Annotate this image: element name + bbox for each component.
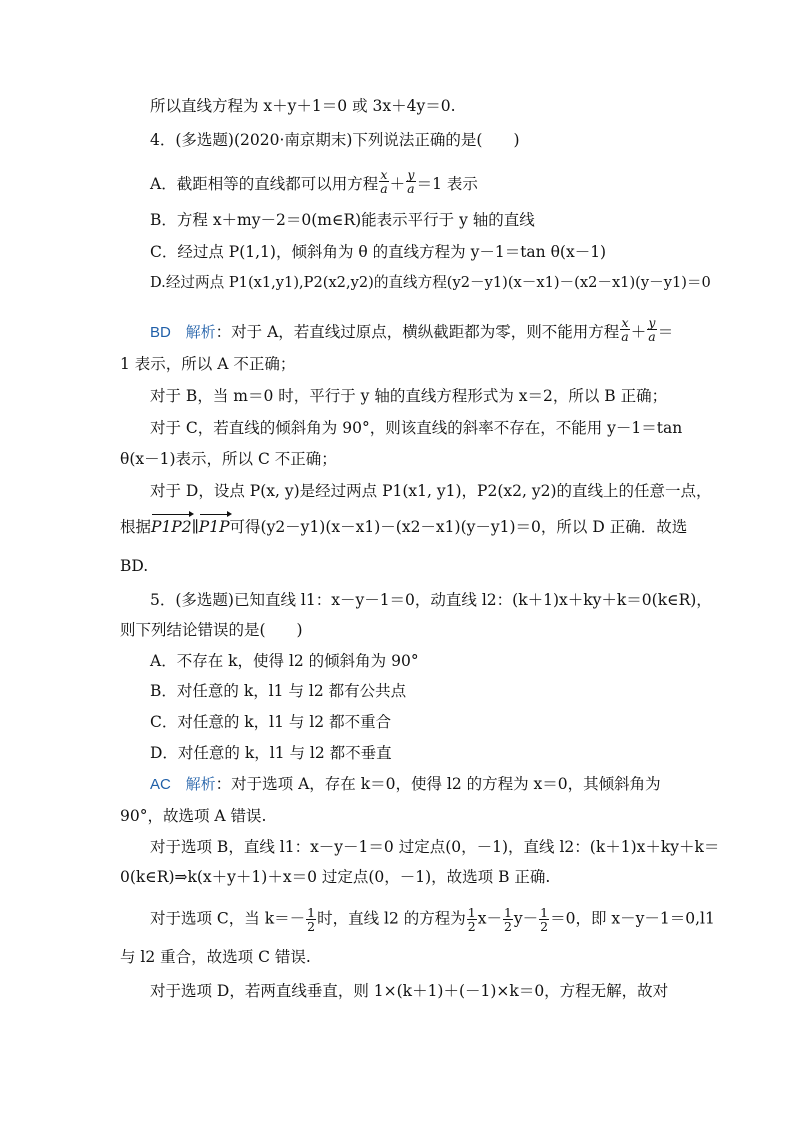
answer-key: BD (150, 324, 171, 341)
solution-label: 解析 (185, 776, 216, 793)
answer-key: AC (150, 776, 171, 793)
question-5-option-b: B．对任意的 k，l1 与 l2 都有公共点 (150, 682, 407, 700)
question-5-stem-line-1: 5．(多选题)已知直线 l1：x－y－1＝0，动直线 l2：(k＋1)x＋ky＋k＝0(k∈R)， (150, 591, 712, 609)
fraction-one-half: $\frac{1}{2}$ (307, 905, 316, 934)
solution-text: ＝0，即 x－y－1＝0,l1 (550, 909, 715, 928)
solution-text: 对于选项 C，当 k＝－ (150, 909, 306, 928)
option-a-suffix: ＝1 表示 (416, 175, 478, 193)
question-4-solution-line-7 (120, 517, 687, 537)
question-4-solution-line-3: 对于 B，当 m＝0 时，平行于 y 轴的直线方程形式为 x＝2，所以 B 正确； (150, 387, 668, 405)
question-4-solution-line-5: θ(x－1)表示，所以 C 不正确； (120, 450, 337, 468)
text-genju: 根据 (120, 518, 152, 536)
solution-text: ：对于 A，若直线过原点，横纵截距都为零，则不能用方程 (215, 323, 620, 341)
plus-sign: ＋ (630, 323, 647, 341)
fraction-one-half: $\frac{1}{2}$ (540, 905, 549, 934)
question-5-solution-line-2: 90°，故选项 A 错误. (120, 807, 267, 825)
question-4-solution-line-1 (150, 316, 673, 343)
fraction-one-half: $\frac{1}{2}$ (467, 905, 476, 934)
question-5-solution-line-6: 与 l2 重合，故选项 C 错误. (120, 948, 311, 966)
question-5-solution-line-7: 对于选项 D，若两直线垂直，则 1×(k＋1)＋(－1)×k＝0，方程无解，故对 (150, 982, 669, 1000)
question-4-option-b: B．方程 x＋my－2＝0(m∈R)能表示平行于 y 轴的直线 (150, 211, 535, 229)
question-4-stem: 4．(多选题)(2020·南京期末)下列说法正确的是( ) (150, 131, 520, 149)
option-a-text: A．截距相等的直线都可以用方程 (150, 175, 379, 193)
fraction-y-over-a: $\frac{y}{a}$ (648, 315, 656, 344)
question-5-option-a: A．不存在 k，使得 l2 的倾斜角为 90° (150, 652, 419, 670)
question-4-solution-line-2: 1 表示，所以 A 不正确； (120, 355, 296, 373)
vector-p1p: P1P (198, 518, 230, 536)
question-5-solution-line-1 (150, 774, 661, 795)
parallel-symbol: ∥ (191, 518, 199, 536)
vector-p1p2: P1P2 (151, 518, 192, 536)
question-4-option-d: D.经过两点 P1(x1,y1),P2(x2,y2)的直线方程(y2－y1)(x－x1)－(x2－x1)(y－y1)＝0 (150, 274, 711, 291)
question-5-solution-line-4: 0(k∈R)⇒k(x＋y＋1)＋x＝0 过定点(0，－1)，故选项 B 正确. (120, 868, 551, 886)
fraction-one-half: $\frac{1}{2}$ (503, 905, 512, 934)
equals-sign: ＝ (657, 323, 674, 341)
question-5-solution-line-5 (150, 906, 715, 933)
plus-sign: ＋ (389, 175, 406, 193)
fraction-x-over-a: $\frac{x}{a}$ (621, 315, 629, 344)
text-line: 所以直线方程为 x＋y＋1＝0 或 3x＋4y＝0. (150, 97, 456, 115)
question-4-solution-line-4: 对于 C，若直线的倾斜角为 90°，则该直线的斜率不存在，不能用 y－1＝tan (150, 419, 683, 437)
solution-text: y－ (513, 909, 539, 928)
question-5-solution-line-3: 对于选项 B，直线 l1：x－y－1＝0 过定点(0，－1)，直线 l2：(k＋1)x＋ky＋k＝ (150, 838, 720, 856)
question-5-option-d: D．对任意的 k，l1 与 l2 都不垂直 (150, 744, 392, 762)
solution-text: ：对于选项 A，存在 k＝0，使得 l2 的方程为 x＝0，其倾斜角为 (215, 775, 661, 793)
fraction-y-over-a: $\frac{y}{a}$ (407, 167, 415, 196)
question-5-option-c: C．对任意的 k，l1 与 l2 都不重合 (150, 713, 392, 731)
question-4-option-a (150, 168, 478, 195)
solution-text: 时，直线 l2 的方程为 (317, 909, 466, 928)
solution-text: x－ (477, 909, 502, 928)
question-4-option-c: C．经过点 P(1,1)，倾斜角为 θ 的直线方程为 y－1＝tan θ(x－1) (150, 243, 607, 261)
question-5-stem-line-2: 则下列结论错误的是( ) (120, 621, 303, 639)
solution-text: 可得(y2－y1)(x－x1)－(x2－x1)(y－y1)＝0，所以 D 正确．故选 (229, 518, 688, 536)
solution-label: 解析 (185, 324, 216, 341)
question-4-solution-line-8: BD. (120, 557, 149, 575)
question-4-solution-line-6: 对于 D，设点 P(x, y)是经过两点 P1(x1, y1)，P2(x2, y2)的直线上的任意一点， (150, 482, 712, 500)
fraction-x-over-a: $\frac{x}{a}$ (380, 167, 388, 196)
